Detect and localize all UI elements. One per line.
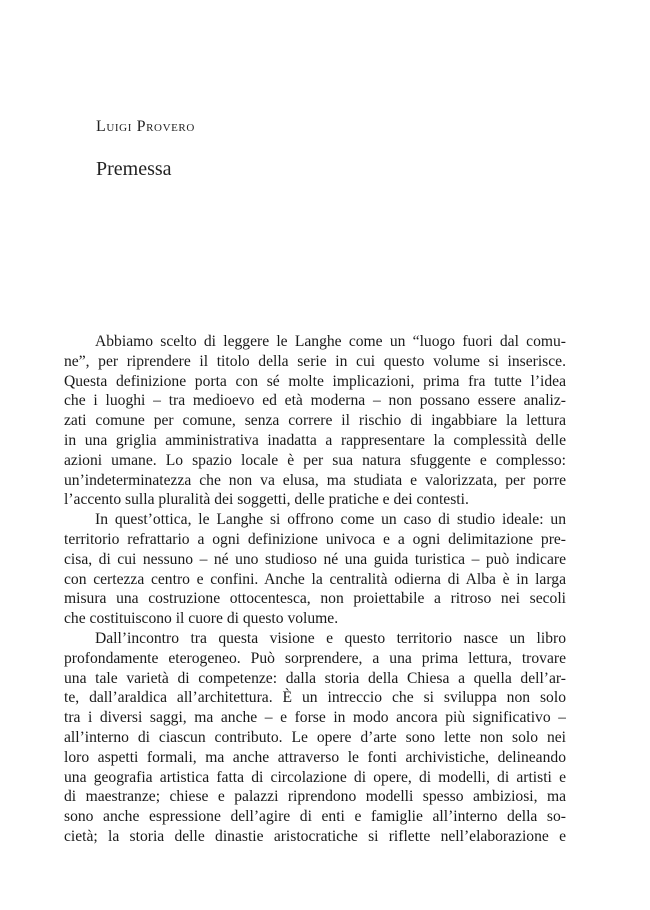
text-line: profondamente eterogeneo. Può sorprendere, a una prima lettura, trovare: [64, 649, 566, 667]
text-line: un’indeterminatezza che non va elusa, ma studiata e valorizzata, per porre: [64, 471, 566, 489]
text-line: con certezza centro e confini. Anche la centralità odierna di Alba è in larga: [64, 570, 566, 588]
text-line: in una griglia amministrativa inadatta a rappresentare la complessità delle: [64, 431, 566, 449]
text-line: cietà; la storia delle dinastie aristocratiche si riflette nell’elaborazione e: [64, 827, 566, 845]
text-line: che i luoghi – tra medioevo ed età moderna – non possano essere analiz-: [64, 392, 566, 410]
text-line: Questa definizione porta con sé molte implicazioni, prima fra tutte l’idea: [64, 372, 566, 390]
text-line: In quest’ottica, le Langhe si offrono come un caso di studio ideale: un: [95, 511, 566, 529]
text-line: Dall’incontro tra questa visione e questo territorio nasce un libro: [95, 629, 566, 647]
text-line: zati comune per comune, senza correre il rischio di ingabbiare la lettura: [64, 412, 566, 430]
text-line: loro aspetti formali, ma anche attraverso le fonti archivistiche, delineando: [64, 748, 566, 766]
text-line: azioni umane. Lo spazio locale è per sua natura sfuggente e complesso:: [64, 451, 566, 469]
text-line: che costituiscono il cuore di questo volume.: [64, 610, 339, 628]
text-line: cisa, di cui nessuno – né uno studioso né una guida turistica – può indicare: [64, 550, 566, 568]
body-text: [64, 332, 566, 847]
text-line: tra i diversi saggi, ma anche – e forse in modo ancora più significativo –: [64, 709, 566, 727]
text-line: ne”, per riprendere il titolo della serie in cui questo volume si inserisce.: [64, 352, 566, 370]
text-line: territorio refrattario a ogni definizione univoca e a ogni delimitazione pre-: [64, 530, 566, 548]
text-line: te, dall’araldica all’architettura. È un intreccio che si sviluppa non solo: [64, 689, 566, 707]
text-line: una tale varietà di competenze: dalla storia della Chiesa a quella dell’ar-: [64, 669, 566, 687]
text-line: una geografia artistica fatta di circolazione di opere, di modelli, di artisti e: [64, 768, 566, 786]
text-line: Abbiamo scelto di leggere le Langhe come un “luogo fuori dal comu-: [95, 333, 566, 350]
section-title: Premessa: [96, 158, 172, 180]
text-line: di maestranze; chiese e palazzi riprendono modelli spesso ambiziosi, ma: [64, 788, 566, 806]
text-line: misura una costruzione ottocentesca, non proiettabile a ritroso nei secoli: [64, 590, 566, 608]
text-line: all’interno di ciascun contributo. Le opere d’arte sono lette non solo nei: [64, 728, 566, 746]
author-name: Luigi Provero: [96, 118, 195, 135]
text-line: sono anche espressione dell’agire di enti e famiglie all’interno della so-: [64, 808, 566, 826]
text-line: l’accento sulla pluralità dei soggetti, delle pratiche e dei contesti.: [64, 491, 469, 509]
